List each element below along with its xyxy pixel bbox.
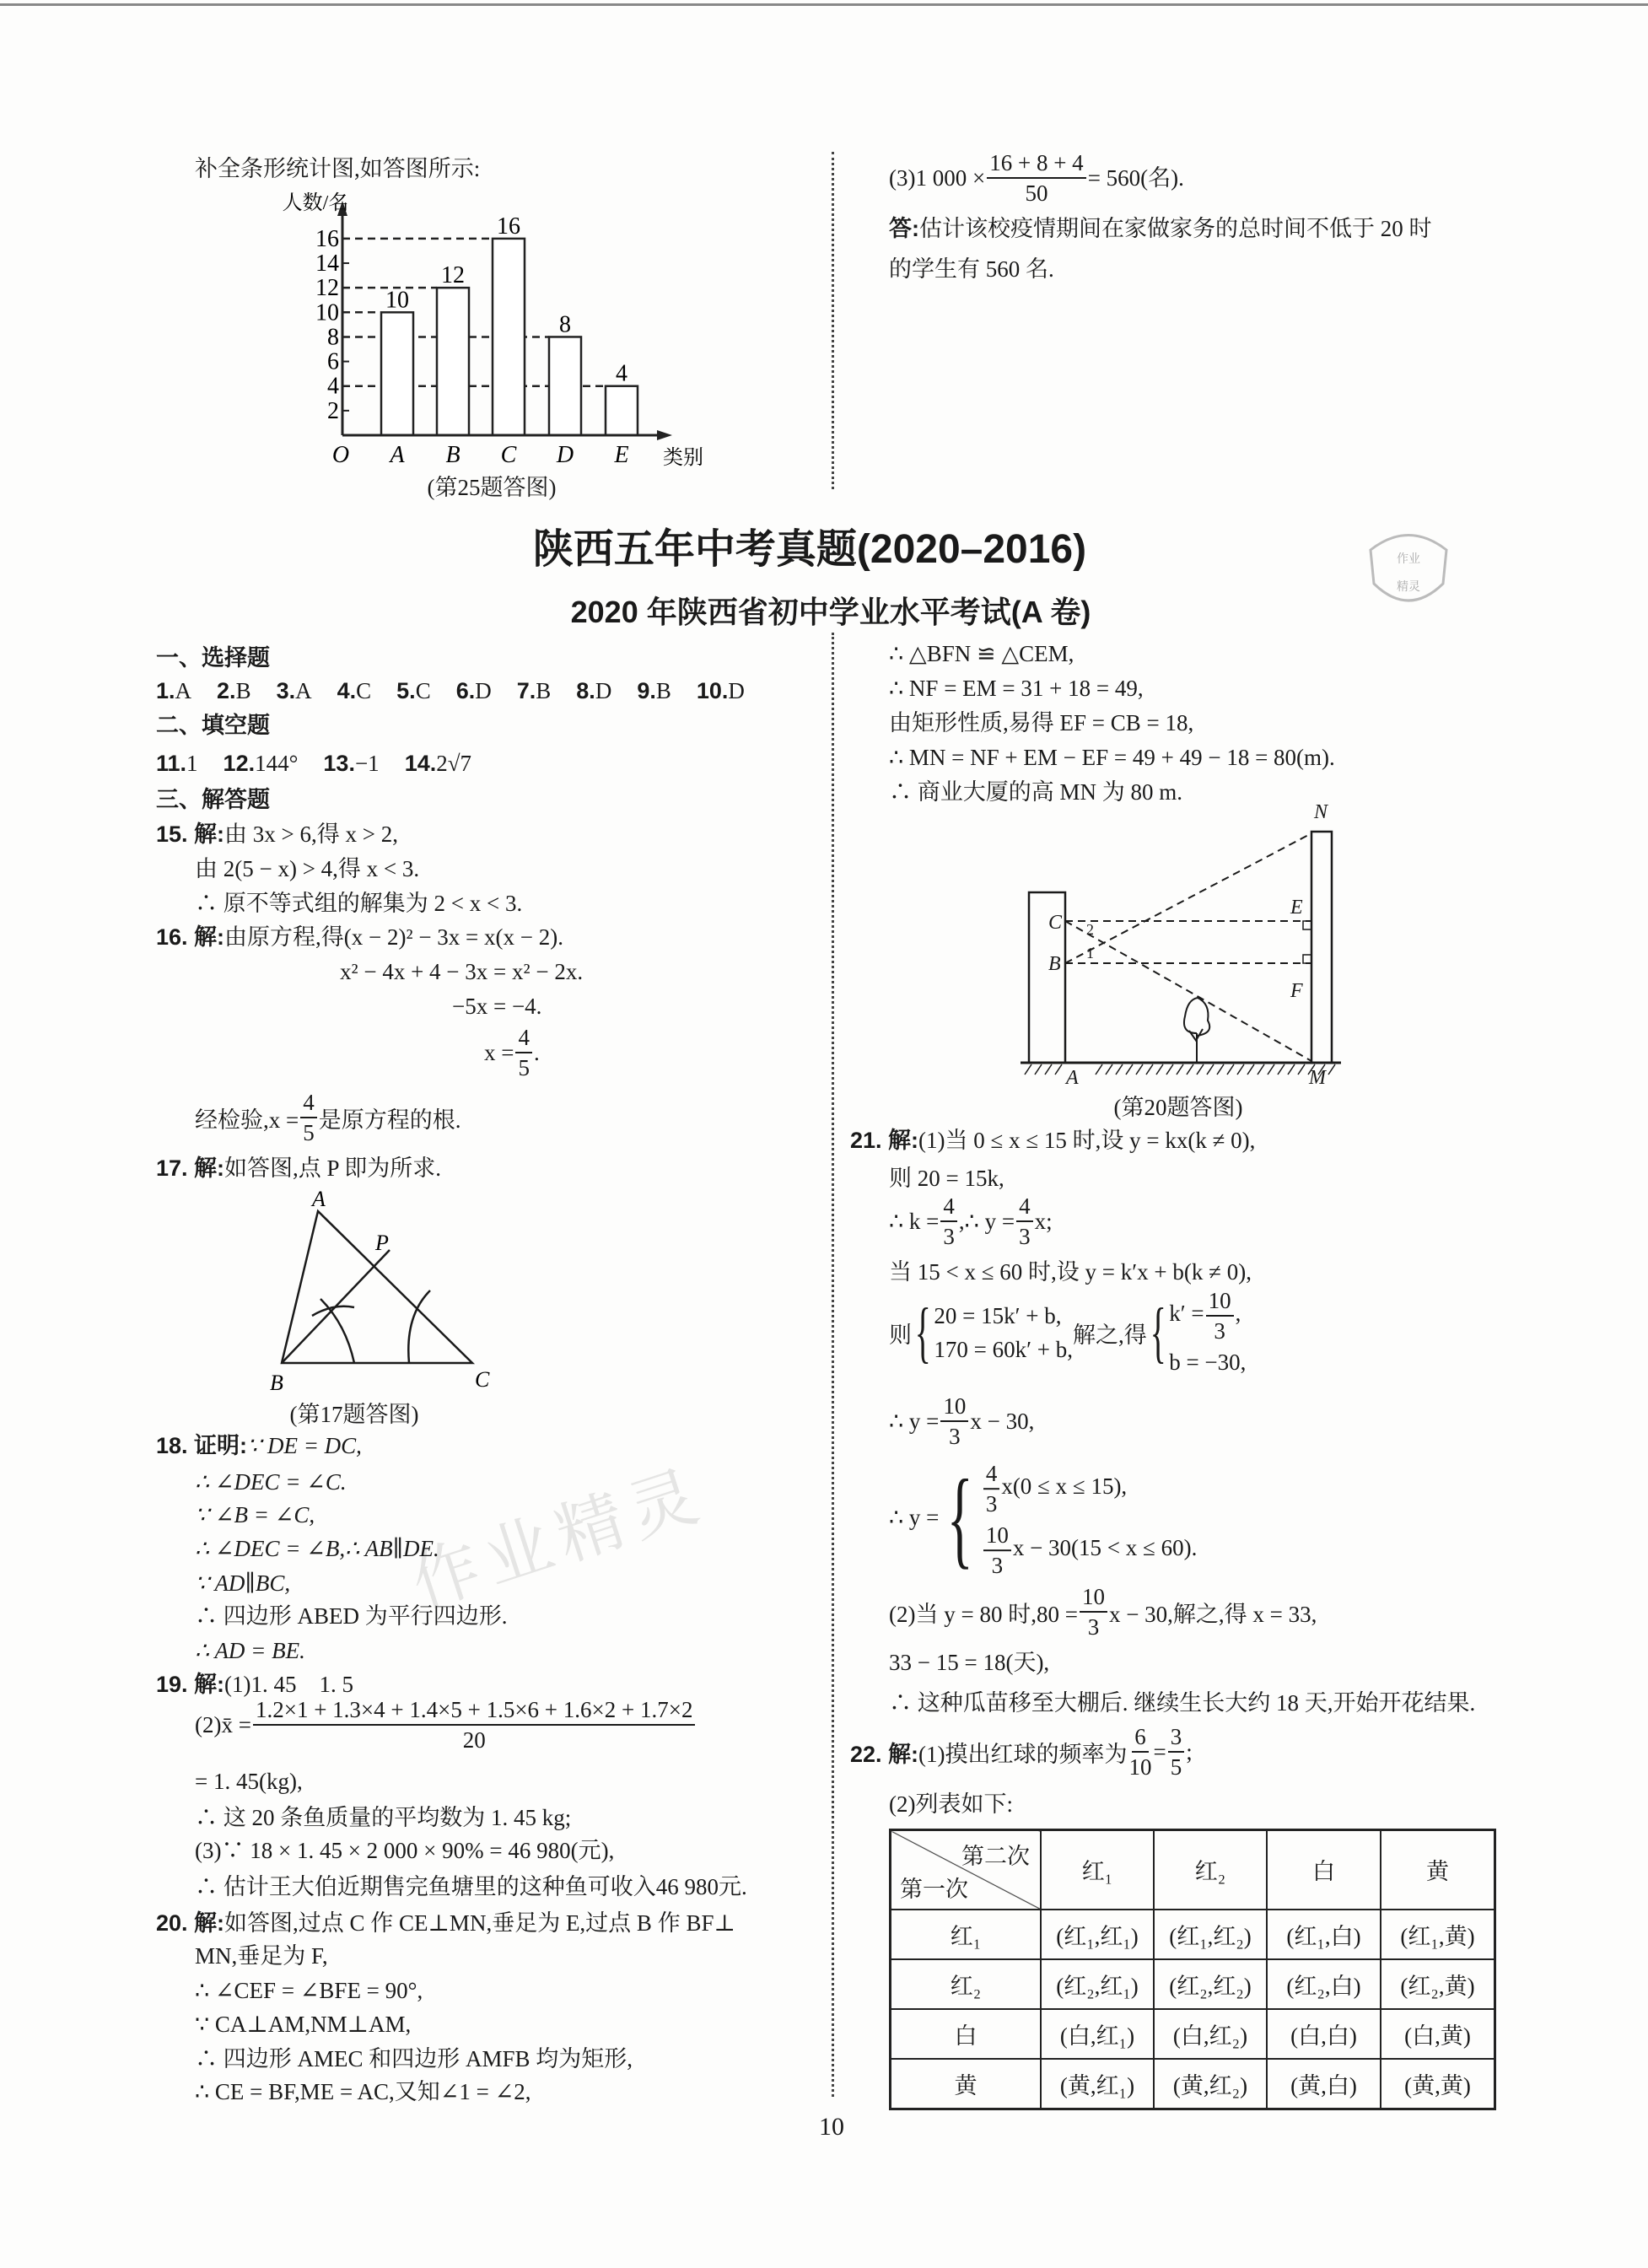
- bar-value-label: 8: [559, 311, 571, 338]
- y-tick-label: 12: [315, 275, 339, 302]
- column-header: 白: [1267, 1830, 1381, 1910]
- q18-line: [156, 1429, 362, 1463]
- corner-cell: [891, 1830, 1042, 1910]
- y-tick-label: 8: [327, 324, 339, 351]
- y-tick-label: 4: [327, 373, 339, 400]
- q20-cont: ∴ 商业大厦的高 MN 为 80 m.: [889, 779, 1183, 805]
- answer-line: [889, 212, 1432, 245]
- choice-answer: [277, 678, 312, 703]
- answer: D: [728, 678, 745, 703]
- q19-step: (3)∵ 18 × 1. 45 × 2 000 × 90% = 46 980(元),: [195, 1838, 615, 1863]
- label-C: C: [475, 1367, 490, 1392]
- answer-text: 估计该校疫情期间在家做家务的总时间不低于 20 时: [919, 216, 1432, 241]
- expr: k′ =: [1169, 1301, 1204, 1327]
- choice-answer: [456, 678, 492, 703]
- table-cell: (红₂,黄): [1381, 1959, 1495, 2009]
- q20-step: ∴ ∠CEF = ∠BFE = 90°,: [195, 1978, 423, 2003]
- q25-part3: [889, 148, 1184, 207]
- denominator: 3: [1019, 1224, 1031, 1249]
- angle-2: 2: [1086, 921, 1094, 938]
- x-axis-arrow-icon: [657, 430, 672, 440]
- brace: {: [947, 1457, 974, 1579]
- denominator: 3: [985, 1491, 998, 1516]
- q15-step: 由 2(5 − x) > 4,得 x < 3.: [195, 856, 420, 881]
- q-number: 17. 解:: [156, 1156, 225, 1181]
- x-tick-label: C: [500, 442, 517, 468]
- q15-step: ∴ 原不等式组的解集为 2 < x < 3.: [195, 891, 523, 916]
- expr: =: [1153, 1738, 1166, 1764]
- q-number: 4.: [337, 678, 357, 703]
- page-number: 10: [819, 2113, 844, 2141]
- equation: 20 = 15k′ + b,: [934, 1303, 1062, 1328]
- fraction: [1016, 1192, 1033, 1251]
- q-number: 22. 解:: [850, 1741, 919, 1767]
- denominator: 50: [1025, 180, 1048, 206]
- expr: x(0 ≤ x ≤ 15),: [1001, 1473, 1128, 1500]
- label-F: F: [1290, 980, 1303, 1002]
- table-row: [891, 1910, 1495, 1959]
- choice-answer: [697, 678, 745, 703]
- x-tick-label: E: [614, 442, 629, 468]
- expr: .: [533, 1039, 540, 1065]
- q16-check: [195, 1088, 460, 1147]
- answer: D: [595, 678, 612, 703]
- q-number: 7.: [516, 678, 536, 703]
- label-A: A: [312, 1187, 326, 1211]
- fill-answer: [224, 751, 299, 776]
- fill-answers: [156, 746, 497, 780]
- q-number: 5.: [396, 678, 416, 703]
- brace: {: [914, 1296, 931, 1370]
- numerator: 10: [1206, 1286, 1234, 1317]
- q21-piecewise: [889, 1457, 1197, 1580]
- q-number: 21. 解:: [850, 1128, 919, 1153]
- q16-line: [156, 920, 563, 954]
- label-M: M: [1309, 1067, 1326, 1089]
- numerator: 4: [1016, 1192, 1033, 1222]
- q18-step: ∴ ∠DEC = ∠B,∴ AB∥DE.: [195, 1536, 439, 1561]
- expr: x − 30(15 < x ≤ 60).: [1012, 1535, 1198, 1560]
- table-cell: (黄,黄): [1381, 2059, 1495, 2109]
- q22-step: (2)列表如下:: [889, 1791, 1013, 1817]
- label-E: E: [1290, 897, 1303, 919]
- y-tick-label: 10: [315, 299, 339, 326]
- q19-step: ∴ 这 20 条鱼质量的平均数为 1. 45 kg;: [195, 1805, 572, 1830]
- table-row: [891, 2059, 1495, 2109]
- row-header: 白: [891, 2009, 1042, 2059]
- y-tick-label: 16: [315, 225, 339, 252]
- numerator: 10: [1080, 1582, 1107, 1613]
- row-header: 红₁: [891, 1910, 1042, 1959]
- q16-step: −5x = −4.: [452, 994, 542, 1019]
- numerator: 4: [940, 1192, 957, 1222]
- section-solve: 三、解答题: [156, 787, 270, 812]
- table-cell: (红₁,红₁): [1041, 1910, 1154, 1959]
- fraction: [983, 1521, 1011, 1580]
- section-fill: 二、填空题: [156, 713, 270, 738]
- expr: (3)1 000 ×: [889, 165, 986, 191]
- answer: D: [475, 678, 492, 703]
- y-tick-label: 2: [327, 397, 339, 424]
- figure-20-caption: (第20题答图): [1113, 1095, 1243, 1120]
- answer-line-2: 的学生有 560 名.: [889, 256, 1054, 282]
- denominator: 20: [462, 1727, 486, 1753]
- answer-label: 答:: [889, 216, 919, 241]
- equation-system: [934, 1299, 1073, 1366]
- equation: 170 = 60k′ + b,: [934, 1337, 1074, 1362]
- numerator: 4: [300, 1088, 317, 1118]
- q21-step: 当 15 < x ≤ 60 时,设 y = k′x + b(k ≠ 0),: [889, 1259, 1252, 1285]
- step: (1)1. 45 1. 5: [224, 1672, 354, 1697]
- table-header-row: [891, 1830, 1495, 1910]
- row-header: 黄: [891, 2059, 1042, 2109]
- denominator: 5: [303, 1120, 315, 1145]
- section-choice: 一、选择题: [156, 645, 270, 671]
- fill-answer: [323, 751, 379, 776]
- fraction: [1168, 1722, 1185, 1781]
- column-header: 黄: [1381, 1830, 1495, 1910]
- step: 如答图,点 P 即为所求.: [224, 1156, 442, 1181]
- bar-value-label: 4: [616, 360, 627, 387]
- answer: C: [356, 678, 372, 703]
- answer: A: [175, 678, 192, 703]
- step: (1)当 0 ≤ x ≤ 15 时,设 y = kx(k ≠ 0),: [918, 1128, 1256, 1153]
- q20-step: MN,垂足为 F,: [195, 1943, 328, 1969]
- fraction: [1129, 1722, 1152, 1781]
- fill-answer: [405, 751, 471, 776]
- answer: B: [655, 678, 671, 703]
- q-number: 20. 解:: [156, 1910, 225, 1936]
- denominator: 3: [1214, 1318, 1225, 1344]
- column-header: 红₁: [1041, 1830, 1154, 1910]
- fraction: [515, 1023, 532, 1082]
- q15-line: [156, 817, 398, 851]
- label-N: N: [1314, 801, 1328, 823]
- y-tick-label: 6: [327, 348, 339, 375]
- q-number: 1.: [156, 678, 175, 703]
- answer: A: [295, 678, 312, 703]
- origin-label: O: [331, 442, 350, 468]
- q-number: 12.: [223, 751, 256, 776]
- table-cell: (红₁,白): [1267, 1910, 1381, 1959]
- q19-step: ∴ 估计王大伯近期售完鱼塘里的这种鱼可收入46 980元.: [195, 1874, 747, 1899]
- q21-step: 则 20 = 15k,: [889, 1166, 1004, 1191]
- angle-1: 1: [1086, 945, 1094, 962]
- bar-value-label: 10: [385, 287, 409, 314]
- q21-system: [889, 1286, 1246, 1379]
- step: ∵ DE = DC,: [247, 1433, 362, 1458]
- denominator: 3: [1087, 1614, 1100, 1640]
- numerator: 6: [1132, 1722, 1149, 1753]
- q-number: 18. 证明:: [156, 1433, 248, 1458]
- case-2: [982, 1518, 1198, 1580]
- fraction: [983, 1459, 1000, 1518]
- q20-line: [156, 1906, 735, 1940]
- y-tick-label: 14: [315, 251, 339, 277]
- q21-y: [889, 1392, 1034, 1451]
- q18-step: ∴ 四边形 ABED 为平行四边形.: [195, 1603, 508, 1629]
- expr: = 560(名).: [1087, 165, 1184, 191]
- q18-step: ∵ ∠B = ∠C,: [195, 1502, 315, 1527]
- watermark: 作业精灵: [402, 1457, 715, 1623]
- label-P: P: [375, 1231, 389, 1255]
- answer: 144°: [255, 751, 299, 776]
- q18-step: ∴ ∠DEC = ∠C.: [195, 1469, 347, 1495]
- choice-answer: [396, 678, 431, 703]
- stamp-logo: [1362, 525, 1455, 616]
- numerator: 16 + 8 + 4: [987, 148, 1085, 179]
- figure-20: [995, 801, 1366, 1096]
- fraction: [1206, 1286, 1234, 1345]
- expr: ;: [1186, 1738, 1193, 1764]
- bar-value-label: 12: [441, 262, 465, 289]
- q20-cont: ∴ △BFN ≌ △CEM,: [889, 641, 1074, 666]
- x-tick-label: B: [445, 442, 460, 468]
- numerator: 10: [983, 1521, 1011, 1551]
- brace: {: [1150, 1296, 1166, 1370]
- answer: −1: [354, 751, 380, 776]
- svg-text:作业: 作业: [1397, 553, 1420, 566]
- step: 如答图,过点 C 作 CE⊥MN,垂足为 E,过点 B 作 BF⊥: [224, 1910, 735, 1936]
- table-cell: (白,黄): [1381, 2009, 1495, 2059]
- q20-cont: 由矩形性质,易得 EF = CB = 18,: [889, 710, 1194, 735]
- q-number: 14.: [404, 751, 437, 776]
- denominator: 3: [991, 1552, 1004, 1578]
- fraction: [940, 1392, 968, 1451]
- q20-step: ∴ CE = BF,ME = AC,又知∠1 = ∠2,: [195, 2079, 531, 2104]
- q21-line: [850, 1123, 1255, 1157]
- bar-E: [606, 386, 638, 435]
- corner-bottom: 第一次: [900, 1876, 968, 1902]
- q-number: 6.: [455, 678, 476, 703]
- q-number: 19. 解:: [156, 1672, 225, 1697]
- row-header: 红₂: [891, 1959, 1042, 2009]
- q-number: 13.: [323, 751, 355, 776]
- denominator: 10: [1128, 1754, 1152, 1780]
- step: 由 3x > 6,得 x > 2,: [224, 822, 398, 847]
- x-tick-label: D: [556, 442, 574, 468]
- column-divider-bottom: [832, 633, 834, 2097]
- answer: C: [415, 678, 431, 703]
- q-number: 16. 解:: [156, 924, 225, 950]
- expr: ,∴ y =: [958, 1208, 1015, 1234]
- fraction: [1080, 1582, 1107, 1641]
- column-divider-top: [832, 152, 834, 489]
- expr: (1)摸出红球的频率为: [918, 1741, 1128, 1767]
- table-cell: (黄,红₁): [1041, 2059, 1154, 2109]
- bar-B: [437, 288, 469, 435]
- expr: x =: [484, 1039, 514, 1065]
- solution-b: b = −30,: [1169, 1349, 1247, 1375]
- corner-top: 第二次: [961, 1844, 1030, 1869]
- denominator: 3: [943, 1224, 955, 1249]
- fraction: [987, 148, 1085, 207]
- q20-cont: ∴ NF = EM = 31 + 18 = 49,: [889, 676, 1144, 701]
- q16-step: x² − 4x + 4 − 3x = x² − 2x.: [340, 959, 584, 984]
- fraction: [253, 1695, 696, 1754]
- table-cell: (红₂,红₂): [1154, 1959, 1267, 2009]
- q21-step: 33 − 15 = 18(天),: [889, 1650, 1050, 1675]
- chart-caption: (第25题答图): [427, 475, 557, 500]
- q18-step: ∴ AD = BE.: [195, 1638, 305, 1663]
- choice-answer: [637, 678, 671, 703]
- expr: ∴ k =: [889, 1208, 940, 1234]
- answer: 2√7: [436, 751, 472, 776]
- fraction: [940, 1192, 957, 1251]
- expr: (2)x̄ =: [195, 1711, 251, 1737]
- table-cell: (红₂,红₁): [1041, 1959, 1154, 2009]
- q18-step: ∵ AD∥BC,: [195, 1570, 291, 1596]
- exam-subtitle: 2020 年陕西省初中学业水平考试(A 卷): [570, 595, 1091, 629]
- q-number: 11.: [156, 751, 187, 776]
- outcome-table: [889, 1829, 1496, 2110]
- piecewise-cases: [982, 1457, 1198, 1580]
- expr: x − 30,: [970, 1408, 1035, 1434]
- q-number: 3.: [276, 678, 296, 703]
- bar-A: [381, 312, 413, 435]
- q19-step: = 1. 45(kg),: [195, 1769, 303, 1794]
- q21-step: ∴ 这种瓜苗移至大棚后. 继续生长大约 18 天,开始开花结果.: [889, 1690, 1476, 1716]
- numerator: 10: [940, 1392, 968, 1422]
- q20-step: ∴ 四边形 AMEC 和四边形 AMFB 均为矩形,: [195, 2046, 633, 2071]
- table-cell: (白,白): [1267, 2009, 1381, 2059]
- denominator: 5: [518, 1055, 530, 1080]
- numerator: 1.2×1 + 1.3×4 + 1.4×5 + 1.5×6 + 1.6×2 + 1.7×2: [253, 1695, 696, 1726]
- q-number: 2.: [217, 678, 236, 703]
- table-cell: (黄,红₂): [1154, 2059, 1267, 2109]
- chart-intro: 补全条形统计图,如答图所示:: [195, 156, 481, 181]
- y-axis-label: 人数/名: [282, 192, 349, 214]
- q-number: 9.: [637, 678, 656, 703]
- q20-cont: ∴ MN = NF + EM − EF = 49 + 49 − 18 = 80(m).: [889, 745, 1335, 770]
- expr: ∴ y =: [889, 1408, 940, 1434]
- label-B: B: [270, 1371, 283, 1395]
- table-cell: (红₁,红₂): [1154, 1910, 1267, 1959]
- table-cell: (白,红₂): [1154, 2009, 1267, 2059]
- figure-17-caption: (第17题答图): [289, 1402, 419, 1427]
- label-C: C: [1048, 912, 1063, 934]
- expr: x − 30,解之,得 x = 33,: [1108, 1601, 1317, 1627]
- answer: B: [235, 678, 251, 703]
- bar-C: [493, 239, 525, 435]
- expr: ∴ y =: [889, 1505, 940, 1531]
- numerator: 4: [983, 1459, 1000, 1490]
- table-cell: (黄,白): [1267, 2059, 1381, 2109]
- svg-text:精灵: 精灵: [1397, 581, 1420, 594]
- x-axis-label: 类别: [663, 447, 703, 469]
- choice-answer: [217, 678, 251, 703]
- x-tick-label: A: [390, 442, 405, 468]
- q-number: 10.: [696, 678, 729, 703]
- q17-line: [156, 1151, 441, 1185]
- table-cell: (红₂,白): [1267, 1959, 1381, 2009]
- q-number: 15. 解:: [156, 822, 225, 847]
- expr: ,: [1235, 1301, 1241, 1327]
- denominator: 3: [949, 1424, 961, 1449]
- bar-value-label: 16: [497, 213, 520, 240]
- fraction: [300, 1088, 317, 1147]
- label-B: B: [1048, 953, 1061, 975]
- denominator: 5: [1170, 1754, 1182, 1780]
- choice-answer: [156, 678, 191, 703]
- column-header: 红₂: [1154, 1830, 1267, 1910]
- case-1: [982, 1457, 1198, 1518]
- label-A: A: [1066, 1067, 1079, 1089]
- expr: 经检验,x =: [195, 1107, 299, 1133]
- q21-k: [889, 1192, 1053, 1251]
- choice-answers: [156, 674, 770, 708]
- numerator: 4: [515, 1023, 532, 1053]
- numerator: 3: [1168, 1722, 1185, 1753]
- section-title: 陕西五年中考真题(2020–2016): [532, 527, 1087, 572]
- table-row: [891, 2009, 1495, 2059]
- bar-D: [549, 337, 581, 435]
- q22-line: [850, 1722, 1193, 1781]
- q21-part2: [889, 1582, 1317, 1641]
- choice-answer: [337, 678, 372, 703]
- answer: 1: [186, 751, 198, 776]
- solution-k: [1169, 1286, 1246, 1345]
- table-cell: (白,红₁): [1041, 2009, 1154, 2059]
- expr: 解之,得: [1073, 1322, 1147, 1348]
- q-number: 8.: [576, 678, 595, 703]
- q19-mean: [195, 1695, 697, 1754]
- bar-chart: [0, 0, 759, 506]
- q20-step: ∵ CA⊥AM,NM⊥AM,: [195, 2012, 412, 2037]
- choice-answer: [517, 678, 552, 703]
- step: 由原方程,得(x − 2)² − 3x = x(x − 2).: [224, 924, 563, 950]
- q16-result: [484, 1023, 540, 1082]
- choice-answer: [576, 678, 611, 703]
- table-cell: (红₁,黄): [1381, 1910, 1495, 1959]
- expr: 则: [889, 1322, 912, 1348]
- solution-system: [1169, 1286, 1246, 1379]
- expr: 是原方程的根.: [318, 1107, 461, 1133]
- figure-17: [253, 1181, 506, 1400]
- table-row: [891, 1959, 1495, 2009]
- expr: (2)当 y = 80 时,80 =: [889, 1601, 1078, 1627]
- fill-answer: [156, 751, 198, 776]
- answer: B: [536, 678, 552, 703]
- expr: x;: [1034, 1208, 1053, 1234]
